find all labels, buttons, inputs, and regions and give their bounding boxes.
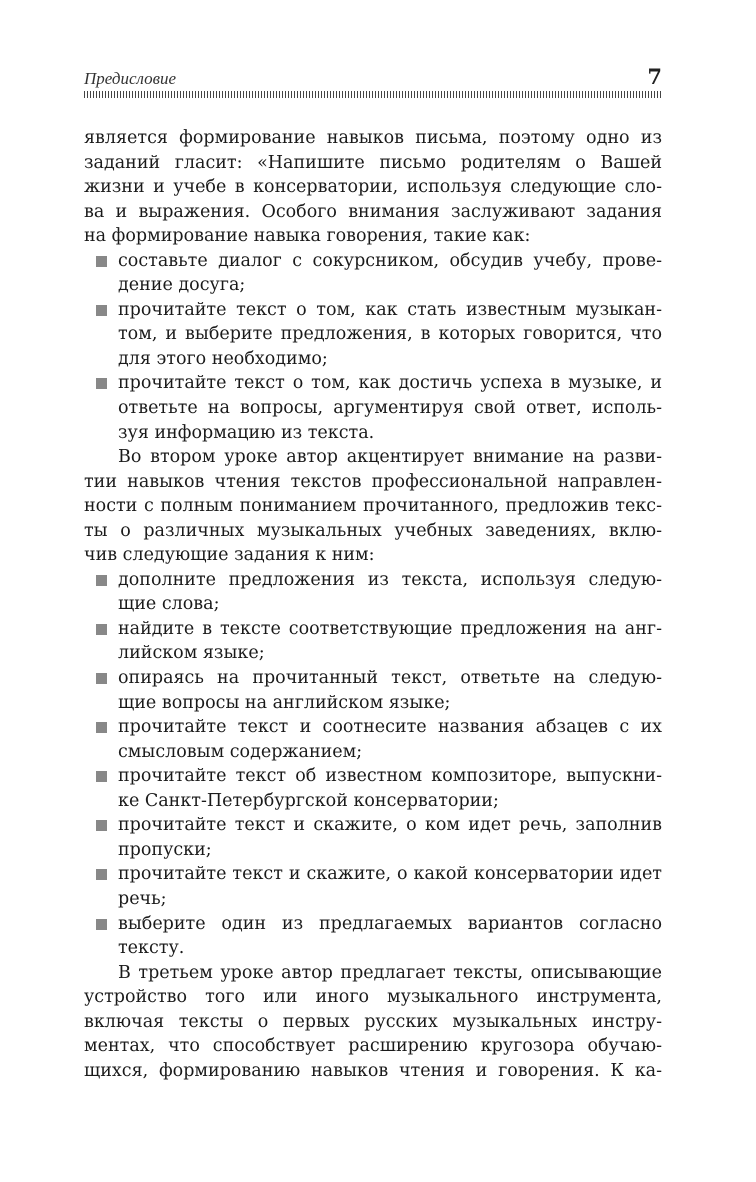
line-text: прочитайте текст об известном композиторе, выпускни- bbox=[118, 766, 662, 787]
bullet-square-icon bbox=[96, 305, 107, 316]
list-item bbox=[84, 568, 662, 593]
line-text: дополните предложения из текста, используя следую- bbox=[118, 569, 662, 590]
line-text: щихся, формированию навыков чтения и говорения. К ка- bbox=[84, 1060, 662, 1081]
list-item-continuation bbox=[84, 887, 662, 912]
line-text: ответьте на вопросы, аргументируя свой ответ, исполь- bbox=[118, 398, 662, 419]
line-text: для этого необходимо; bbox=[118, 348, 328, 369]
list-item-continuation bbox=[84, 740, 662, 765]
line-text: пропуски; bbox=[118, 839, 212, 860]
list-item bbox=[84, 715, 662, 740]
line-text: заданий гласит: «Напишите письмо родителям о Вашей bbox=[84, 152, 662, 173]
bullet-square-icon bbox=[96, 771, 107, 782]
line-text: выберите один из предлагаемых вариантов согласно bbox=[118, 913, 662, 934]
body-text bbox=[84, 126, 662, 1083]
line-text: включая тексты о первых русских музыкальных инстру- bbox=[84, 1011, 662, 1032]
bullet-square-icon bbox=[96, 256, 107, 267]
line-text: составьте диалог с сокурсником, обсудив учебу, прове- bbox=[118, 250, 662, 271]
line-text: том, и выберите предложения, в которых говорится, что bbox=[118, 324, 662, 345]
line-text: опираясь на прочитанный текст, ответьте на следую- bbox=[118, 668, 662, 689]
header-rule bbox=[84, 91, 662, 98]
bullet-square-icon bbox=[96, 575, 107, 586]
list-item-continuation bbox=[84, 592, 662, 617]
line-text: найдите в тексте соответствующие предложения на анг- bbox=[118, 618, 662, 639]
line-text: является формирование навыков письма, поэтому одно из bbox=[84, 128, 662, 148]
line-text: ности с полным пониманием прочитанного, предложив текс- bbox=[84, 496, 662, 517]
paragraph-first-line bbox=[84, 961, 662, 986]
list-item bbox=[84, 813, 662, 838]
line-text: на формирование навыка говорения, такие как: bbox=[84, 226, 531, 247]
bullet-square-icon bbox=[96, 820, 107, 831]
text-line bbox=[84, 1059, 662, 1084]
list-item-continuation bbox=[84, 421, 662, 446]
bullet-square-icon bbox=[96, 919, 107, 930]
line-text: ва и выражения. Особого внимания заслуживают задания bbox=[84, 201, 662, 222]
text-line bbox=[84, 470, 662, 495]
text-line bbox=[84, 126, 662, 151]
bullet-square-icon bbox=[96, 722, 107, 733]
line-text: ментах, что способствует расширению кругозора обучаю- bbox=[84, 1036, 662, 1057]
line-text: жизни и учебе в консерватории, используя следующие сло- bbox=[84, 177, 662, 198]
line-text: речь; bbox=[118, 888, 167, 909]
list-item bbox=[84, 298, 662, 323]
line-text: Во втором уроке автор акцентирует внимание на разви- bbox=[118, 447, 662, 468]
text-line bbox=[84, 175, 662, 200]
line-text: прочитайте текст и скажите, о какой консерватории идет bbox=[118, 864, 662, 885]
line-text: ке Санкт-Петербургской консерватории; bbox=[118, 790, 499, 811]
line-text: прочитайте текст о том, как достичь успеха в музыке, и bbox=[118, 373, 662, 394]
line-text: устройство того или иного музыкального инструмента, bbox=[84, 987, 662, 1008]
list-item-continuation bbox=[84, 691, 662, 716]
line-text: дение досуга; bbox=[118, 275, 246, 296]
line-text: В третьем уроке автор предлагает тексты, описывающие bbox=[118, 962, 662, 983]
text-line bbox=[84, 1034, 662, 1059]
text-line bbox=[84, 151, 662, 176]
line-text: щие слова; bbox=[118, 594, 220, 615]
text-line bbox=[84, 985, 662, 1010]
line-text: тии навыков чтения текстов профессиональной направлен- bbox=[84, 471, 662, 492]
list-item-continuation bbox=[84, 322, 662, 347]
list-item bbox=[84, 912, 662, 937]
bullet-square-icon bbox=[96, 624, 107, 635]
line-text: тексту. bbox=[118, 938, 185, 959]
list-item bbox=[84, 617, 662, 642]
bullet-square-icon bbox=[96, 869, 107, 880]
line-text: чив следующие задания к ним: bbox=[84, 545, 375, 566]
text-line bbox=[84, 494, 662, 519]
line-text: зуя информацию из текста. bbox=[118, 422, 375, 443]
page-number: 7 bbox=[647, 64, 662, 89]
line-text: прочитайте текст о том, как стать известным музыкан- bbox=[118, 299, 662, 320]
list-item bbox=[84, 862, 662, 887]
list-item bbox=[84, 666, 662, 691]
bullet-square-icon bbox=[96, 378, 107, 389]
text-line bbox=[84, 200, 662, 225]
text-line bbox=[84, 519, 662, 544]
list-item-continuation bbox=[84, 789, 662, 814]
list-item-continuation bbox=[84, 347, 662, 372]
list-item bbox=[84, 371, 662, 396]
list-item-continuation bbox=[84, 936, 662, 961]
running-header bbox=[84, 64, 662, 94]
list-item-continuation bbox=[84, 273, 662, 298]
bullet-square-icon bbox=[96, 673, 107, 684]
line-text: щие вопросы на английском языке; bbox=[118, 692, 451, 713]
list-item-continuation bbox=[84, 641, 662, 666]
text-line bbox=[84, 543, 662, 568]
list-item-continuation bbox=[84, 396, 662, 421]
line-text: прочитайте текст и соотнесите названия абзацев с их bbox=[118, 717, 662, 738]
section-title: Предисловие bbox=[84, 69, 177, 88]
line-text: смысловым содержанием; bbox=[118, 741, 363, 762]
list-item bbox=[84, 764, 662, 789]
paragraph-first-line bbox=[84, 445, 662, 470]
list-item bbox=[84, 249, 662, 274]
list-item-continuation bbox=[84, 838, 662, 863]
line-text: прочитайте текст и скажите, о ком идет речь, заполнив bbox=[118, 815, 662, 836]
text-line bbox=[84, 1010, 662, 1035]
line-text: ты о различных музыкальных учебных заведениях, вклю- bbox=[84, 520, 662, 541]
line-text: лийском языке; bbox=[118, 643, 265, 664]
text-line bbox=[84, 224, 662, 249]
